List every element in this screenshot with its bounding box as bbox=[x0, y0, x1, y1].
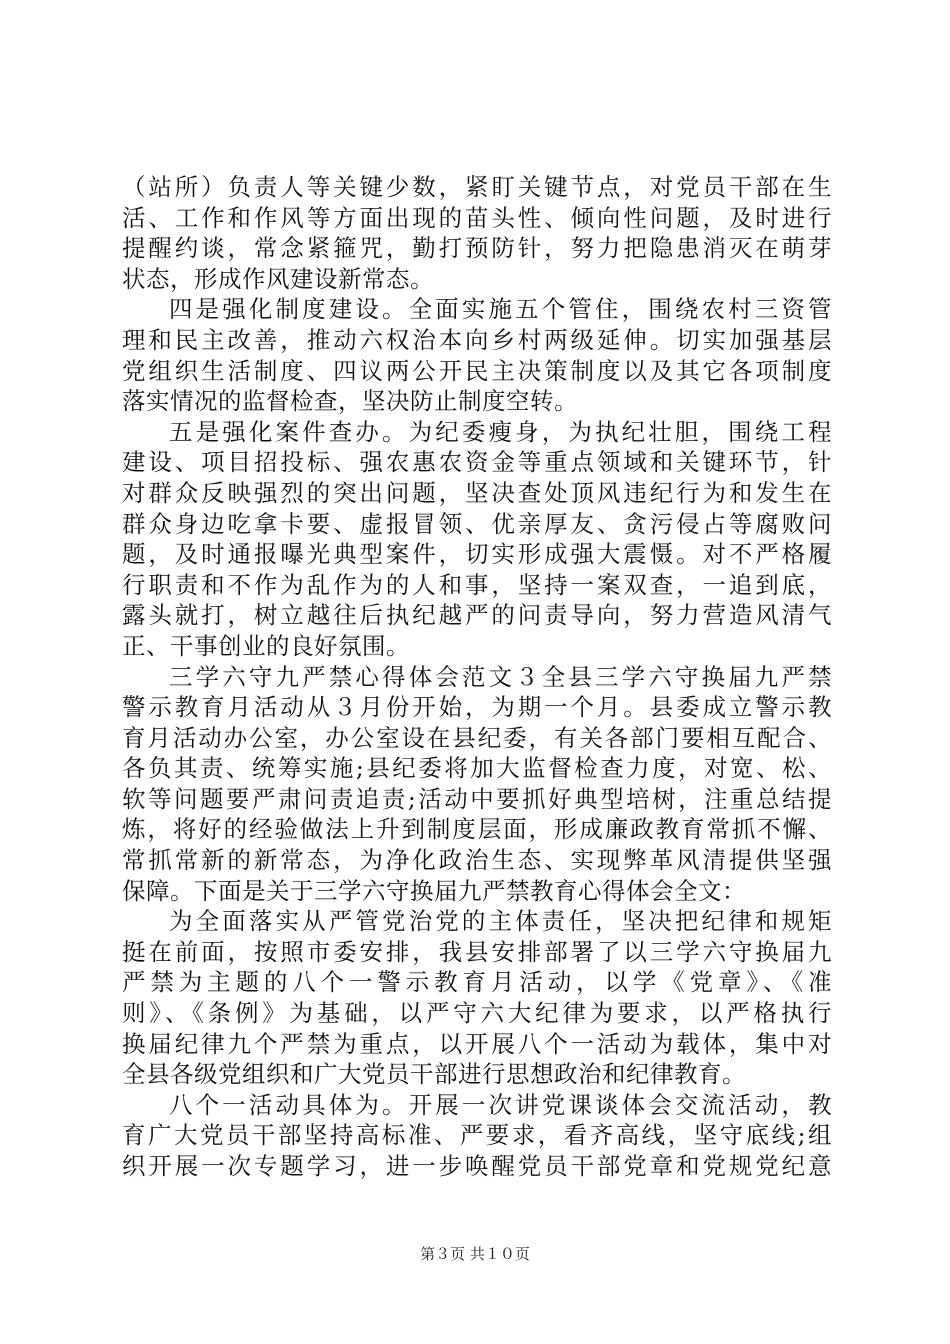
text-line: 各负其责、统筹实施;县纪委将加大监督检查力度，对宽、松、 bbox=[122, 754, 832, 783]
text-line: 炼，将好的经验做法上升到制度层面，形成廉政教育常抓不懈、 bbox=[122, 815, 832, 844]
text-line: 常抓常新的新常态，为净化政治生态、实现弊革风清提供坚强 bbox=[122, 846, 832, 875]
text-line: 八个一活动具体为。开展一次讲党课谈体会交流活动，教 bbox=[169, 1090, 832, 1119]
text-line: 织开展一次专题学习，进一步唤醒党员干部党章和党规党纪意 bbox=[122, 1152, 832, 1180]
text-line: 育月活动办公室，办公室设在县纪委，有关各部门要相互配合、 bbox=[122, 723, 832, 752]
text-line: 对群众反映强烈的突出问题，坚决查处顶风违纪行为和发生在 bbox=[122, 478, 832, 507]
text-line: 活、工作和作风等方面出现的苗头性、倾向性问题，及时进行 bbox=[122, 203, 832, 232]
text-line: 为全面落实从严管党治党的主体责任，坚决把纪律和规矩 bbox=[169, 907, 832, 936]
page-footer: 第３页 共１０页 bbox=[420, 1245, 530, 1263]
text-line: 三学六守九严禁心得体会范文３全县三学六守换届九严禁 bbox=[169, 662, 832, 691]
text-line: 建设、项目招投标、强农惠农资金等重点领域和关键环节，针 bbox=[122, 448, 832, 477]
text-line: 换届纪律九个严禁为重点，以开展八个一活动为载体，集中对 bbox=[122, 1029, 832, 1058]
text-line: 提醒约谈，常念紧箍咒，勤打预防针，努力把隐患消灭在萌芽 bbox=[122, 234, 832, 263]
text-line: 落实情况的监督检查，坚决防止制度空转。 bbox=[122, 387, 578, 416]
text-line: 五是强化案件查办。为纪委瘦身，为执纪壮胆，围绕工程 bbox=[169, 417, 832, 446]
text-line: 状态，形成作风建设新常态。 bbox=[122, 264, 434, 293]
text-line: 正、干事创业的良好氛围。 bbox=[122, 631, 410, 660]
text-line: 软等问题要严肃问责追责;活动中要抓好典型培树，注重总结提 bbox=[122, 784, 832, 813]
text-line: 党组织生活制度、四议两公开民主决策制度以及其它各项制度 bbox=[122, 356, 832, 385]
text-line: 则》、《条例》为基础，以严守六大纪律为要求，以严格执行 bbox=[122, 999, 832, 1028]
text-line: 四是强化制度建设。全面实施五个管住，围绕农村三资管 bbox=[169, 295, 832, 324]
text-line: 警示教育月活动从３月份开始，为期一个月。县委成立警示教 bbox=[122, 693, 832, 722]
text-line: 挺在前面，按照市委安排，我县安排部署了以三学六守换届九 bbox=[122, 937, 832, 966]
text-line: 露头就打，树立越往后执纪越严的问责导向，努力营造风清气 bbox=[122, 601, 832, 630]
text-line: 保障。下面是关于三学六守换届九严禁教育心得体会全文： bbox=[122, 876, 746, 905]
text-line: 行职责和不作为乱作为的人和事，坚持一案双查，一追到底， bbox=[122, 570, 832, 599]
text-line: （站所）负责人等关键少数，紧盯关键节点，对党员干部在生 bbox=[122, 173, 832, 201]
text-line: 理和民主改善，推动六权治本向乡村两级延伸。切实加强基层 bbox=[122, 325, 832, 354]
text-line: 全县各级党组织和广大党员干部进行思想政治和纪律教育。 bbox=[122, 1060, 746, 1089]
text-line: 群众身边吃拿卡要、虚报冒领、优亲厚友、贪污侵占等腐败问 bbox=[122, 509, 832, 538]
text-line: 育广大党员干部坚持高标准、严要求，看齐高线，坚守底线;组 bbox=[122, 1121, 832, 1150]
text-line: 题，及时通报曝光典型案件，切实形成强大震慑。对不严格履 bbox=[122, 540, 832, 569]
document-body bbox=[122, 172, 832, 1182]
text-line: 严禁为主题的八个一警示教育月活动，以学《党章》、《准 bbox=[122, 968, 832, 997]
